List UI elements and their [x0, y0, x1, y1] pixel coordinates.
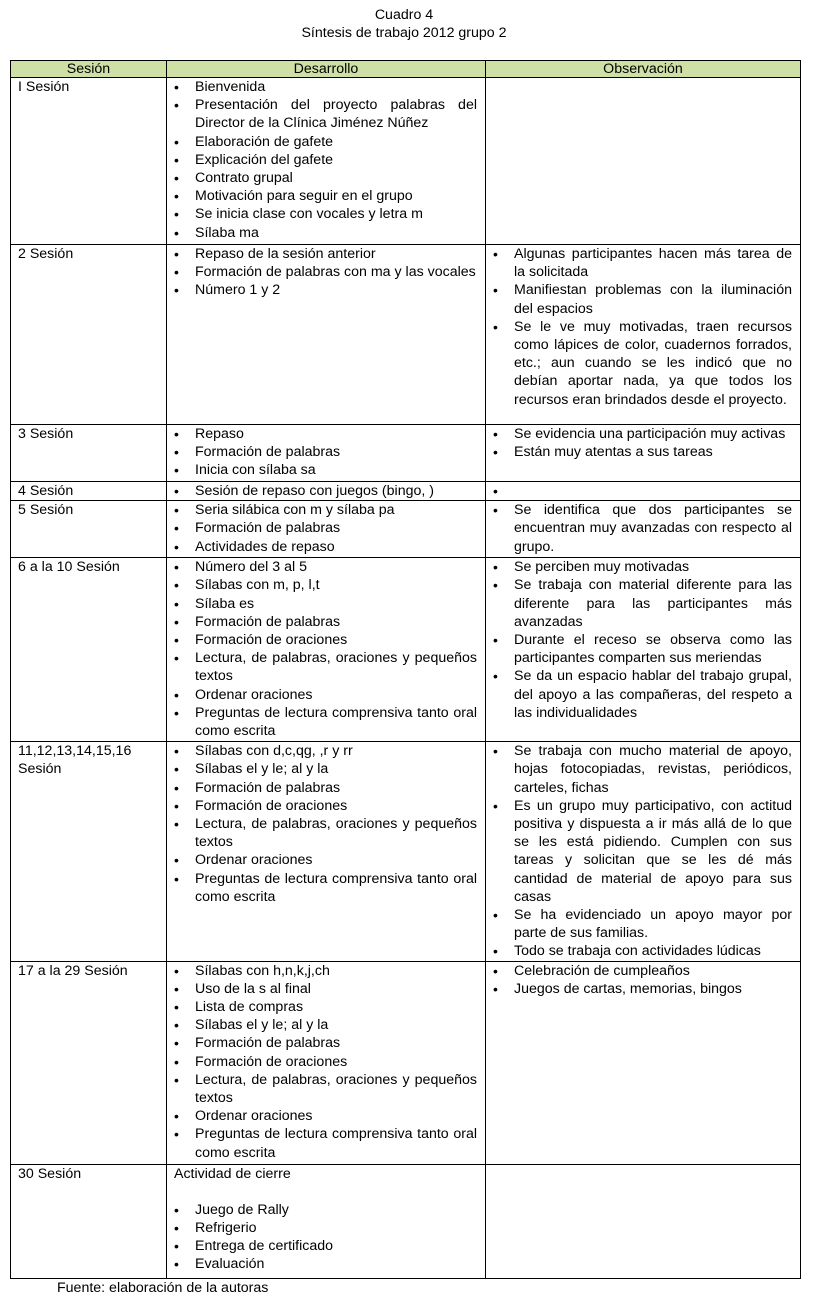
list-item: • Sílaba ma [174, 224, 477, 242]
list-item: • Número del 3 al 5 [174, 558, 477, 576]
list-item: • Inicia con sílaba sa [174, 461, 477, 479]
desarrollo-cell [167, 501, 486, 558]
list-item: • Se da un espacio hablar del trabajo grupal, del apoyo a las compañeras, del respeto a las individualidades [493, 667, 792, 722]
list-item: • Manifiestan problemas con la iluminación del espacios [493, 281, 792, 317]
list-item: • Están muy atentas a sus tareas [493, 443, 792, 461]
list-item: • Formación de palabras con ma y las vocales [174, 263, 477, 281]
observacion-cell [486, 1164, 801, 1278]
session-cell: 5 Sesión [11, 501, 167, 558]
list-item: • Presentación del proyecto palabras del Director de la Clínica Jiménez Núñez [174, 96, 477, 132]
list-item: • Seria silábica con m y sílaba pa [174, 501, 477, 519]
list-item: • Evaluación [174, 1255, 477, 1273]
desarrollo-list [174, 482, 477, 500]
caption-number: Cuadro 4 [374, 7, 434, 23]
list-item: • Entrega de certificado [174, 1237, 477, 1255]
list-item: • Bienvenida [174, 78, 477, 96]
table-row [11, 482, 801, 501]
list-item: • Se trabaja con material diferente para las diferente para las participantes más avanzadas [493, 576, 792, 631]
list-item: • Lectura, de palabras, oraciones y pequeños textos [174, 815, 477, 851]
list-item: • Juegos de cartas, memorias, bingos [493, 980, 792, 998]
session-cell: I Sesión [11, 78, 167, 245]
list-item: • Se identifica que dos participantes se encuentran muy avanzadas con respecto al grupo. [493, 501, 792, 556]
observacion-cell [486, 482, 801, 501]
observacion-cell [486, 501, 801, 558]
list-item: • Preguntas de lectura comprensiva tanto oral como escrita [174, 1125, 477, 1161]
session-cell: 17 a la 29 Sesión [11, 961, 167, 1164]
list-item: • Motivación para seguir en el grupo [174, 187, 477, 205]
list-item: • Formación de oraciones [174, 1053, 477, 1071]
table-row [11, 742, 801, 961]
table-row [11, 961, 801, 1164]
observacion-list [493, 558, 792, 722]
desarrollo-cell [167, 78, 486, 245]
list-item: • Ordenar oraciones [174, 851, 477, 869]
list-item: • Formación de palabras [174, 1034, 477, 1052]
session-cell: 30 Sesión [11, 1164, 167, 1278]
list-item: • Formación de palabras [174, 613, 477, 631]
list-item: • Actividades de repaso [174, 538, 477, 556]
source-note: Fuente: elaboración de la autoras [57, 1280, 269, 1296]
list-item: • Uso de la s al final [174, 980, 477, 998]
desarrollo-cell [167, 245, 486, 425]
table-row [11, 501, 801, 558]
list-item: • Algunas participantes hacen más tarea de la solicitada [493, 245, 792, 281]
header-desarrollo: Desarrollo [167, 61, 486, 78]
desarrollo-cell [167, 482, 486, 501]
list-item: • Se inicia clase con vocales y letra m [174, 205, 477, 223]
list-item: • Sílabas con h,n,k,j,ch [174, 962, 477, 980]
desarrollo-cell [167, 742, 486, 961]
session-cell: 4 Sesión [11, 482, 167, 501]
observacion-list [493, 962, 792, 998]
list-item: • Ordenar oraciones [174, 1107, 477, 1125]
list-item: • Es un grupo muy participativo, con actitud positiva y dispuesta a ir más allá de lo que se les está pidiendo. Cumplen con sus tareas y solicitan que se les dé más cantidad de material de apoyo para sus casas [493, 797, 792, 906]
desarrollo-list [174, 425, 477, 480]
list-item: • Elaboración de gafete [174, 133, 477, 151]
desarrollo-list [174, 245, 477, 300]
list-item: • Repaso de la sesión anterior [174, 245, 477, 263]
list-item: • Durante el receso se observa como las participantes comparten sus meriendas [493, 631, 792, 667]
desarrollo-list [174, 1201, 477, 1274]
table-body [11, 78, 801, 1279]
list-item: • Formación de palabras [174, 519, 477, 537]
caption-title: Síntesis de trabajo 2012 grupo 2 [301, 24, 507, 41]
list-item: • Celebración de cumpleaños [493, 962, 792, 980]
header-observacion: Observación [486, 61, 801, 78]
session-cell: 2 Sesión [11, 245, 167, 425]
list-item: • Se le ve muy motivadas, traen recursos como lápices de color, cuadernos forrados, etc.; aun cuando se les indicó que no debían aportar nada, ya que todos los recursos eran brindados desde el proyecto. [493, 318, 792, 409]
list-item: • Se perciben muy motivadas [493, 558, 792, 576]
observacion-list [493, 501, 792, 556]
list-item: • Formación de palabras [174, 443, 477, 461]
session-cell: 3 Sesión [11, 425, 167, 482]
observacion-cell [486, 558, 801, 742]
table-row [11, 78, 801, 245]
list-item: • Contrato grupal [174, 169, 477, 187]
desarrollo-cell [167, 1164, 486, 1278]
list-item: • Juego de Rally [174, 1201, 477, 1219]
list-item: • Explicación del gafete [174, 151, 477, 169]
list-item: • Sílabas con d,c,qg, ,r y rr [174, 742, 477, 760]
table-row [11, 245, 801, 425]
observacion-list [493, 245, 792, 409]
list-item: • Preguntas de lectura comprensiva tanto oral como escrita [174, 704, 477, 740]
list-item: • Lectura, de palabras, oraciones y pequeños textos [174, 649, 477, 685]
desarrollo-cell [167, 558, 486, 742]
table-row [11, 558, 801, 742]
list-item: • Sílaba es [174, 595, 477, 613]
desarrollo-list [174, 78, 477, 242]
observacion-list [493, 482, 792, 500]
list-item: • Preguntas de lectura comprensiva tanto oral como escrita [174, 870, 477, 906]
header-session: Sesión [11, 61, 167, 78]
desarrollo-intro: Actividad de cierre [174, 1165, 291, 1182]
list-item: • Ordenar oraciones [174, 686, 477, 704]
desarrollo-list [174, 558, 477, 740]
session-cell: 6 a la 10 Sesión [11, 558, 167, 742]
desarrollo-list [174, 962, 477, 1162]
list-item: • Lectura, de palabras, oraciones y pequeños textos [174, 1071, 477, 1107]
list-item: • Refrigerio [174, 1219, 477, 1237]
session-cell: 11,12,13,14,15,16 Sesión [11, 742, 167, 961]
list-item: • Todo se trabaja con actividades lúdicas [493, 942, 792, 960]
desarrollo-cell [167, 425, 486, 482]
list-item: • Se ha evidenciado un apoyo mayor por parte de sus familias. [493, 906, 792, 942]
observacion-cell [486, 245, 801, 425]
desarrollo-list [174, 742, 477, 906]
list-item: • Formación de oraciones [174, 797, 477, 815]
header-row [11, 61, 801, 78]
synthesis-table [10, 60, 801, 1279]
observacion-cell [486, 961, 801, 1164]
list-item: • Sílabas con m, p, l,t [174, 576, 477, 594]
list-item: • Número 1 y 2 [174, 281, 477, 299]
list-item [493, 482, 792, 500]
list-item: • Sílabas el y le; al y la [174, 760, 477, 778]
observacion-list [493, 742, 792, 960]
table-caption [0, 7, 808, 42]
list-item: • Formación de palabras [174, 779, 477, 797]
list-item: • Sesión de repaso con juegos (bingo, ) [174, 482, 477, 500]
desarrollo-list [174, 501, 477, 556]
spacer [174, 1183, 477, 1201]
list-item: • Repaso [174, 425, 477, 443]
observacion-cell [486, 78, 801, 245]
observacion-cell [486, 425, 801, 482]
list-item: • Lista de compras [174, 998, 477, 1016]
list-item: • Se evidencia una participación muy activas [493, 425, 792, 443]
observacion-cell [486, 742, 801, 961]
table-row [11, 425, 801, 482]
list-item: • Se trabaja con mucho material de apoyo, hojas fotocopiadas, revistas, periódicos, carteles, fichas [493, 742, 792, 797]
table-row [11, 1164, 801, 1278]
list-item: • Sílabas el y le; al y la [174, 1016, 477, 1034]
list-item: • Formación de oraciones [174, 631, 477, 649]
desarrollo-cell [167, 961, 486, 1164]
observacion-list [493, 425, 792, 461]
